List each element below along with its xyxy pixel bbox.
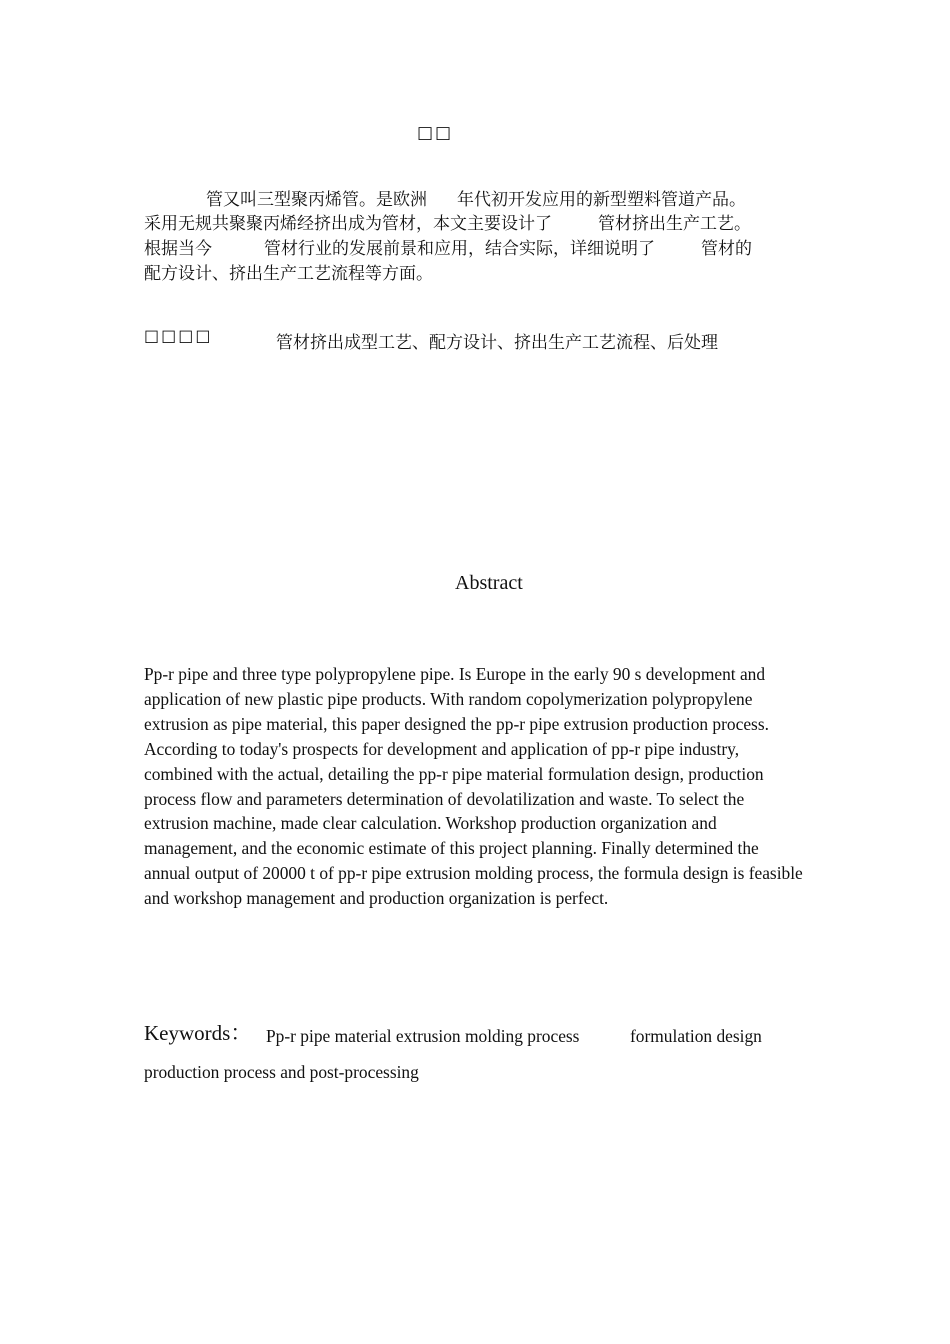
chinese-paragraph-line-4 bbox=[144, 262, 433, 286]
chinese-abstract-title: □□ bbox=[417, 123, 454, 143]
chinese-paragraph-line-3 bbox=[144, 237, 752, 261]
chinese-paragraph-line-2 bbox=[144, 212, 751, 236]
chinese-text: 配方设计、挤出生产工艺流程等方面。 bbox=[144, 264, 433, 284]
english-abstract-paragraph: Pp-r pipe and three type polypropylene pipe. Is Europe in the early 90 s development and application of new plastic pipe products. With random copolymerization polypropylene extrusion as pipe material, this paper designed the pp-r pipe extrusion production process. According to today's prospects for development and application of pp-r pipe industry, combined with the actual, detailing the pp-r pipe material formulation design, production process flow and parameters determination of devolatilization and waste. To select the extrusion machine, made clear calculation. Workshop production organization and management, and the economic estimate of this project planning. Finally determined the annual output of 20000 t of pp-r pipe extrusion molding process, the formula design is feasible and workshop management and production organization is perfect. bbox=[144, 664, 803, 909]
chinese-text: 管材行业的发展前景和应用，结合实际，详细说明了 bbox=[264, 239, 655, 259]
chinese-text: 管又叫三型聚丙烯管。是欧洲 bbox=[206, 190, 427, 210]
chinese-text: 采用无规共聚聚丙烯经挤出成为管材，本文主要设计了 bbox=[144, 214, 552, 234]
chinese-text: 管材挤出生产工艺。 bbox=[598, 214, 751, 234]
english-keywords-label: Keywords： bbox=[144, 1021, 252, 1045]
chinese-keywords-text: 管材挤出成型工艺、配方设计、挤出生产工艺流程、后处理 bbox=[276, 333, 718, 353]
chinese-text: 管材的 bbox=[701, 239, 752, 259]
english-abstract-title: Abstract bbox=[455, 572, 523, 594]
chinese-text: 年代初开发应用的新型塑料管道产品。 bbox=[457, 190, 746, 210]
english-keywords-text-3: production process and post-processing bbox=[144, 1062, 419, 1082]
chinese-keywords-label: □□□□ bbox=[144, 326, 213, 345]
english-keywords-text-1: Pp-r pipe material extrusion molding process bbox=[266, 1026, 580, 1046]
chinese-paragraph-line-1 bbox=[144, 188, 746, 212]
chinese-text: 根据当今 bbox=[144, 239, 212, 259]
english-keywords-text-2: formulation design bbox=[630, 1026, 762, 1046]
